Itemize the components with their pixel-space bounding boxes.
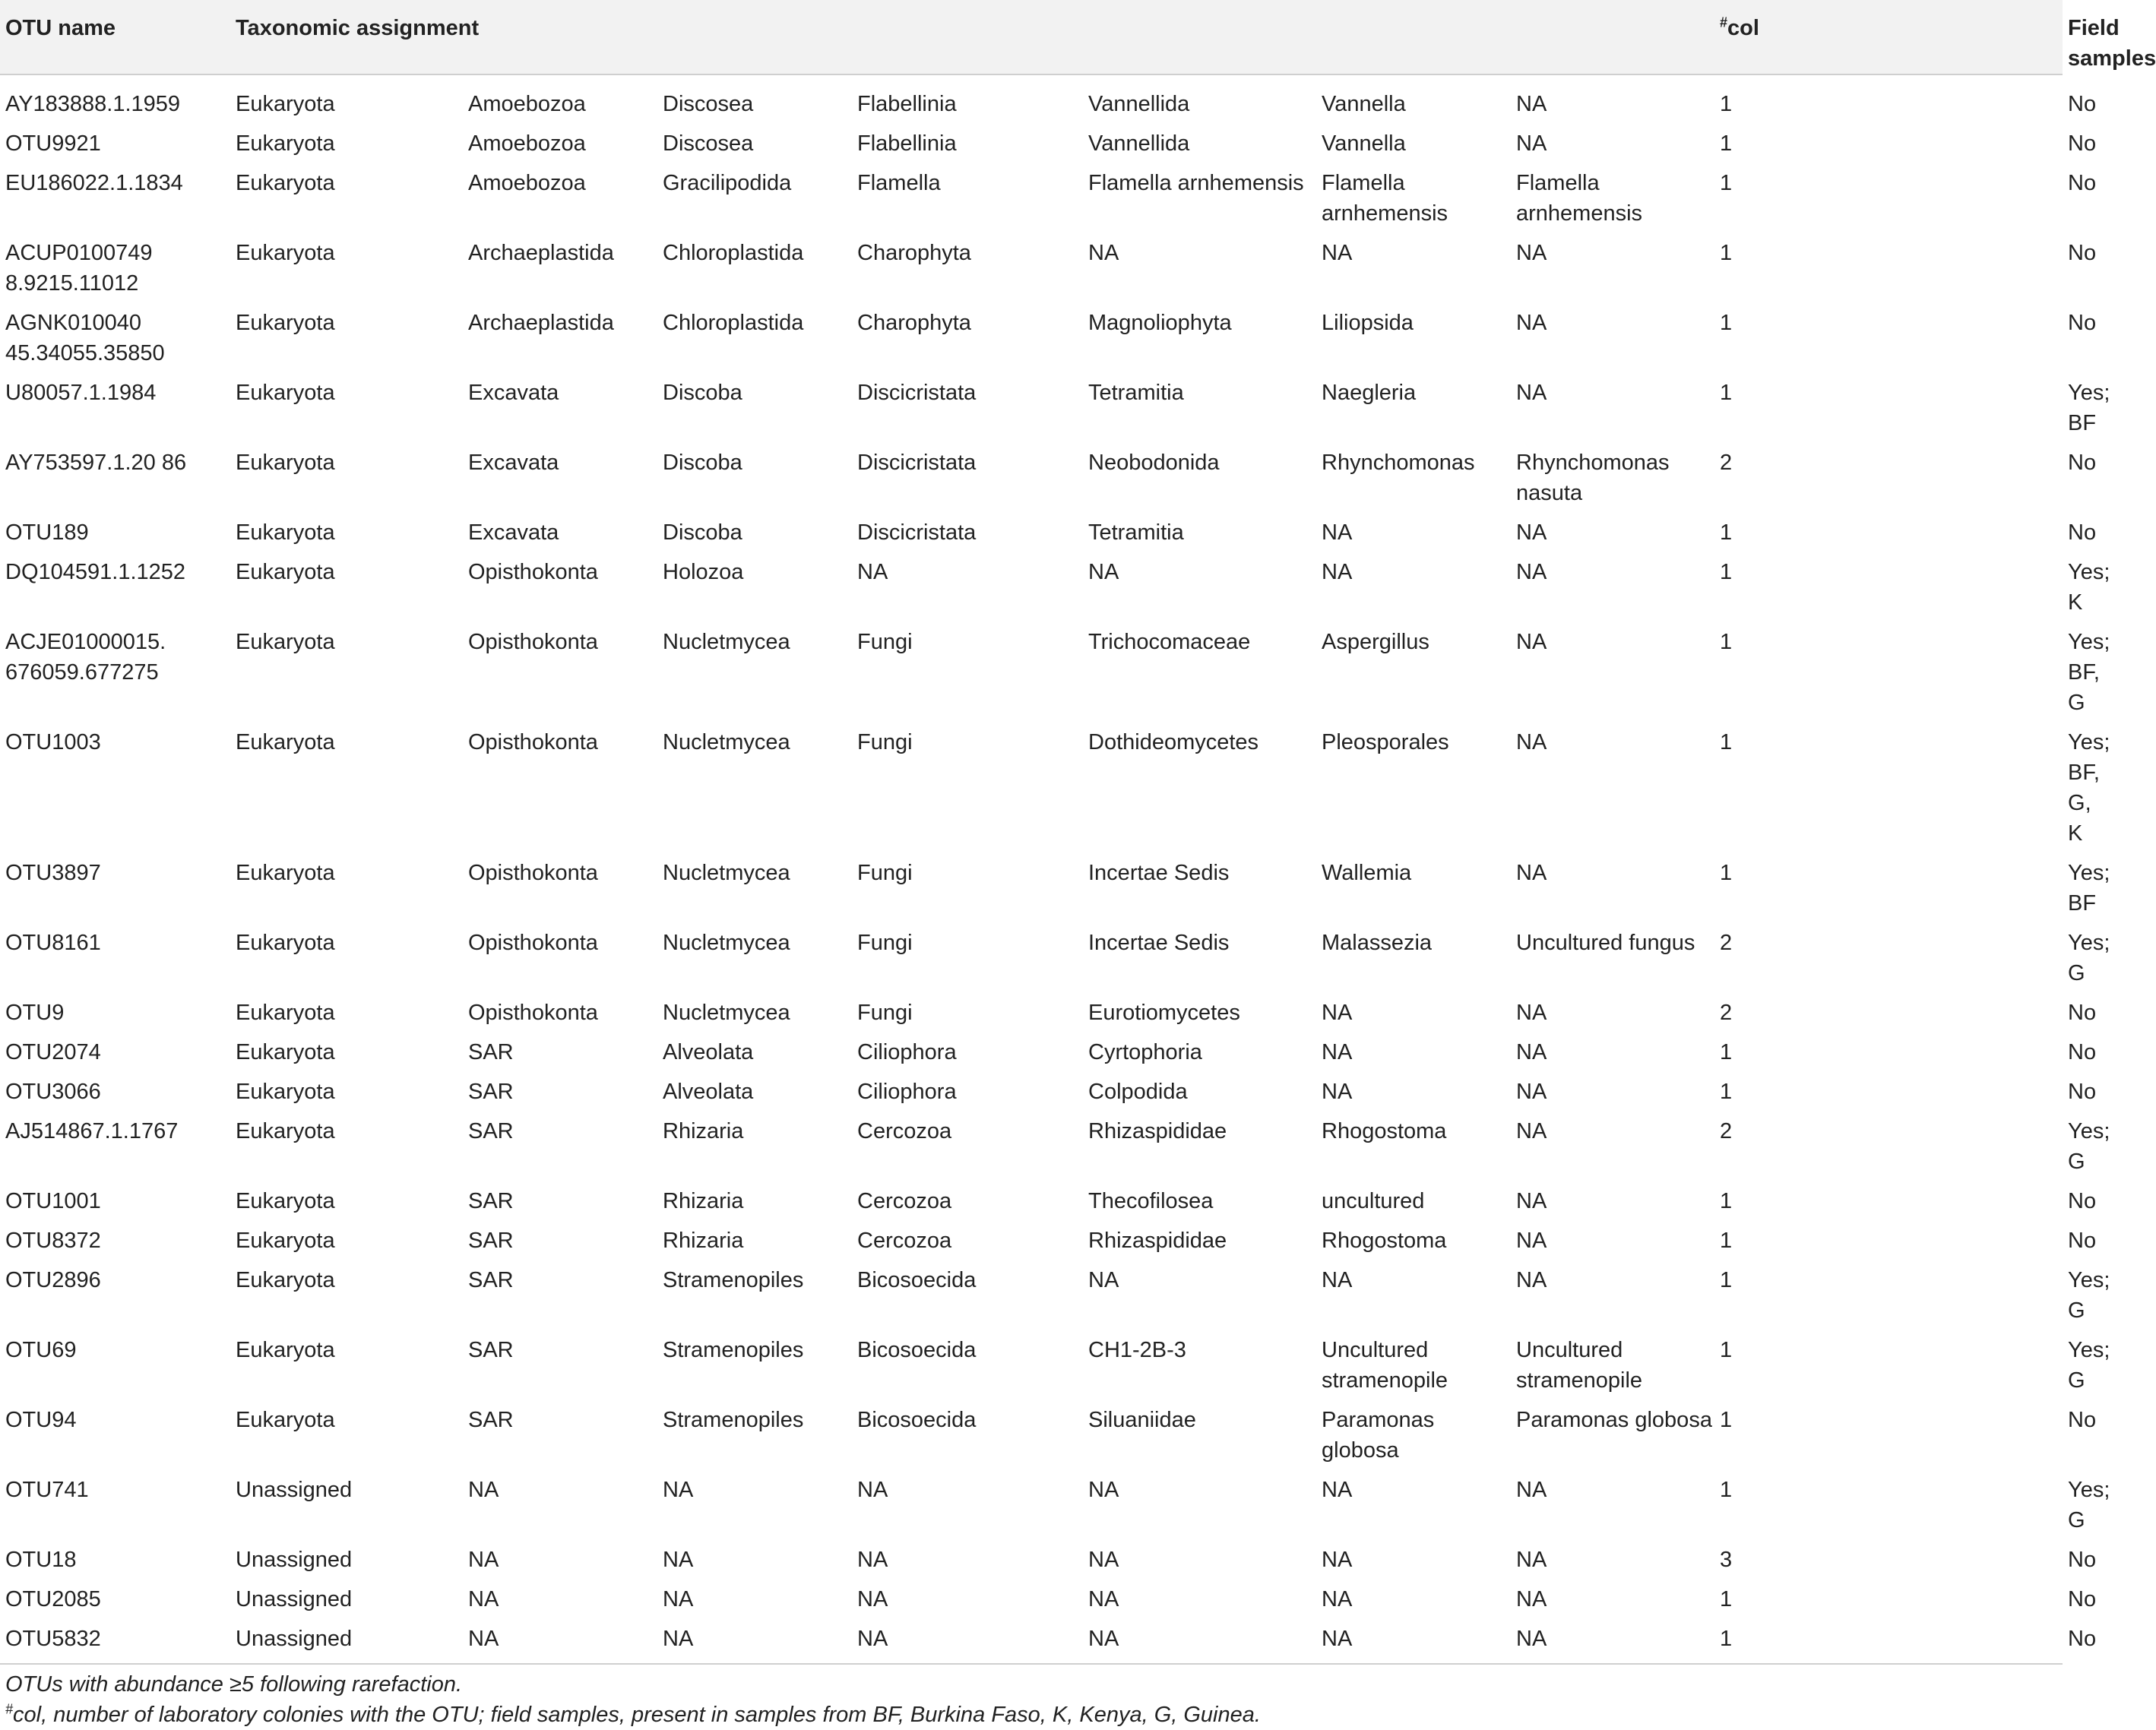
taxonomy-cell: Eukaryota xyxy=(236,931,335,955)
taxonomy-cell: Opisthokonta xyxy=(468,730,598,754)
taxonomy-cell: NA xyxy=(1322,1001,1353,1025)
header-col-sup: # xyxy=(1720,14,1728,30)
taxonomy-cell: Opisthokonta xyxy=(468,560,598,584)
taxonomy-cell: Uncultured stramenopile xyxy=(1322,1338,1448,1393)
taxonomy-cell: NA xyxy=(1516,1229,1547,1253)
taxonomy-cell: Malassezia xyxy=(1322,931,1433,955)
taxonomy-cell: Liliopsida xyxy=(1322,311,1414,335)
taxonomy-cell: NA xyxy=(1088,560,1119,584)
taxonomy-cell: Trichocomaceae xyxy=(1088,630,1251,654)
taxonomy-cell: Unassigned xyxy=(236,1587,353,1611)
header-otu-name: OTU name xyxy=(0,0,230,74)
otu-name-cell: ACUP0100749 8.9215.11012 xyxy=(5,241,153,296)
table-row: AY753597.1.20 86 Eukaryota Excavata Discoba Discicristata Neobodonida Rhynchomonas Rhynchomonas nasuta 2 No xyxy=(0,443,2063,513)
taxonomy-cell: SAR xyxy=(468,1080,514,1104)
col-count-cell: 1 xyxy=(1720,1040,1733,1064)
taxonomy-cell: NA xyxy=(1516,520,1547,545)
taxonomy-cell: Pleosporales xyxy=(1322,730,1449,754)
taxonomy-cell: Eukaryota xyxy=(236,1119,335,1143)
taxonomy-cell: Naegleria xyxy=(1322,381,1417,405)
taxonomy-cell: Flamella arnhemensis xyxy=(1088,171,1304,195)
taxonomy-cell: NA xyxy=(1088,1587,1119,1611)
taxonomy-cell: NA xyxy=(1516,92,1547,116)
taxonomy-cell: Flamella arnhemensis xyxy=(1516,171,1643,226)
otu-name-cell: OTU9 xyxy=(5,1001,65,1025)
taxonomy-cell: Rhogostoma xyxy=(1322,1119,1447,1143)
taxonomy-cell: Charophyta xyxy=(857,241,971,265)
taxonomy-cell: NA xyxy=(857,1587,888,1611)
taxonomy-cell: Discosea xyxy=(663,92,754,116)
footnotes xyxy=(5,1669,1261,1730)
taxonomy-cell: Amoebozoa xyxy=(468,131,586,156)
taxonomy-cell: Nucletmycea xyxy=(663,730,790,754)
table-row: OTU9 Eukaryota Opisthokonta Nucletmycea Fungi Eurotiomycetes NA NA 2 No xyxy=(0,993,2063,1033)
taxonomy-cell: NA xyxy=(1516,1478,1547,1502)
col-count-cell: 1 xyxy=(1720,730,1733,754)
taxonomy-cell: NA xyxy=(1516,1119,1547,1143)
header-col xyxy=(1714,0,2063,74)
taxonomy-cell: SAR xyxy=(468,1268,514,1292)
taxonomy-cell: Magnoliophyta xyxy=(1088,311,1232,335)
footnote-col xyxy=(5,1700,1261,1730)
taxonomy-cell: Rhogostoma xyxy=(1322,1229,1447,1253)
col-count-cell: 2 xyxy=(1720,931,1733,955)
taxonomy-cell: Vannellida xyxy=(1088,92,1190,116)
taxonomy-cell: Bicosoecida xyxy=(857,1338,977,1362)
col-count-cell: 1 xyxy=(1720,311,1733,335)
taxonomy-cell: NA xyxy=(1088,1548,1119,1572)
table-row: OTU18 Unassigned NA NA NA NA NA NA 3 No xyxy=(0,1540,2063,1580)
taxonomy-cell: Holozoa xyxy=(663,560,744,584)
taxonomy-cell: Opisthokonta xyxy=(468,1001,598,1025)
taxonomy-cell: SAR xyxy=(468,1338,514,1362)
table-row: EU186022.1.1834 Eukaryota Amoebozoa Gracilipodida Flamella Flamella arnhemensis Flamella arnhemensis Flamella arnhemensis 1 No xyxy=(0,163,2063,233)
col-count-cell: 1 xyxy=(1720,520,1733,545)
header-taxonomic-assignment: Taxonomic assignment xyxy=(230,0,1714,74)
taxonomy-cell: Chloroplastida xyxy=(663,311,804,335)
taxonomy-cell: Amoebozoa xyxy=(468,92,586,116)
taxonomy-cell: Paramonas globosa xyxy=(1322,1408,1435,1463)
taxonomy-cell: Discicristata xyxy=(857,381,977,405)
taxonomy-cell: NA xyxy=(1322,560,1353,584)
taxonomy-cell: Fungi xyxy=(857,1001,913,1025)
otu-name-cell: ACJE01000015. 676059.677275 xyxy=(5,630,166,685)
taxonomy-cell: Eukaryota xyxy=(236,241,335,265)
table-row: ACJE01000015. 676059.677275 Eukaryota Opisthokonta Nucletmycea Fungi Trichocomaceae Aspergillus NA 1 Yes; BF, G xyxy=(0,622,2063,723)
taxonomy-cell: Excavata xyxy=(468,381,559,405)
taxonomy-cell: Flamella arnhemensis xyxy=(1322,171,1448,226)
taxonomy-cell: Eukaryota xyxy=(236,630,335,654)
col-count-cell: 2 xyxy=(1720,451,1733,475)
otu-name-cell: OTU69 xyxy=(5,1338,77,1362)
table-row: OTU2896 Eukaryota SAR Stramenopiles Bicosoecida NA NA NA 1 Yes; G xyxy=(0,1260,2063,1330)
col-count-cell: 1 xyxy=(1720,1080,1733,1104)
taxonomy-cell: Flabellinia xyxy=(857,92,957,116)
col-count-cell: 1 xyxy=(1720,1268,1733,1292)
table-row: OTU3066 Eukaryota SAR Alveolata Ciliophora Colpodida NA NA 1 No xyxy=(0,1072,2063,1112)
taxonomy-cell: Ciliophora xyxy=(857,1040,957,1064)
taxonomy-cell: Discicristata xyxy=(857,520,977,545)
taxonomy-cell: NA xyxy=(1088,1478,1119,1502)
taxonomy-cell: Excavata xyxy=(468,451,559,475)
col-count-cell: 1 xyxy=(1720,381,1733,405)
taxonomy-cell: Cercozoa xyxy=(857,1119,952,1143)
taxonomy-cell: Eukaryota xyxy=(236,1408,335,1432)
taxonomy-cell: Uncultured fungus xyxy=(1516,931,1695,955)
col-count-cell: 2 xyxy=(1720,1119,1733,1143)
taxonomy-cell: NA xyxy=(1322,1587,1353,1611)
taxonomy-cell: NA xyxy=(857,560,888,584)
taxonomy-cell: NA xyxy=(1516,861,1547,885)
col-count-cell: 1 xyxy=(1720,92,1733,116)
taxonomy-cell: Eukaryota xyxy=(236,1040,335,1064)
taxonomy-cell: Dothideomycetes xyxy=(1088,730,1259,754)
taxonomy-cell: Eukaryota xyxy=(236,1001,335,1025)
otu-name-cell: OTU18 xyxy=(5,1548,77,1572)
otu-name-cell: AY183888.1.1959 xyxy=(5,92,181,116)
col-count-cell: 1 xyxy=(1720,1478,1733,1502)
taxonomy-cell: Fungi xyxy=(857,730,913,754)
col-count-cell: 1 xyxy=(1720,131,1733,156)
table-row: OTU2085 Unassigned NA NA NA NA NA NA 1 No xyxy=(0,1580,2063,1619)
taxonomy-cell: NA xyxy=(1322,1040,1353,1064)
otu-name-cell: OTU1003 xyxy=(5,730,101,754)
taxonomy-cell: Incertae Sedis xyxy=(1088,931,1230,955)
taxonomy-cell: NA xyxy=(468,1478,499,1502)
taxonomy-cell: NA xyxy=(1088,241,1119,265)
table-row: OTU69 Eukaryota SAR Stramenopiles Bicosoecida CH1-2B-3 Uncultured stramenopile Uncultured stramenopile 1 Yes; G xyxy=(0,1330,2063,1400)
taxonomy-cell: NA xyxy=(663,1627,694,1651)
taxonomy-cell: NA xyxy=(663,1478,694,1502)
otu-name-cell: AJ514867.1.1767 xyxy=(5,1119,179,1143)
col-count-cell: 1 xyxy=(1720,1189,1733,1213)
taxonomy-cell: NA xyxy=(1516,1587,1547,1611)
taxonomy-cell: Eukaryota xyxy=(236,311,335,335)
taxonomy-cell: Stramenopiles xyxy=(663,1268,804,1292)
table-row: OTU3897 Eukaryota Opisthokonta Nucletmycea Fungi Incertae Sedis Wallemia NA 1 Yes; BF xyxy=(0,853,2063,923)
taxonomy-cell: uncultured xyxy=(1322,1189,1425,1213)
taxonomy-cell: NA xyxy=(1516,311,1547,335)
col-count-cell: 1 xyxy=(1720,1229,1733,1253)
taxonomy-cell: Rhizaspididae xyxy=(1088,1119,1227,1143)
taxonomy-cell: NA xyxy=(1516,1001,1547,1025)
taxonomy-cell: NA xyxy=(857,1548,888,1572)
taxonomy-cell: Gracilipodida xyxy=(663,171,792,195)
taxonomy-cell: NA xyxy=(1322,1548,1353,1572)
taxonomy-cell: Alveolata xyxy=(663,1040,754,1064)
taxonomy-cell: NA xyxy=(663,1548,694,1572)
taxonomy-cell: NA xyxy=(1322,241,1353,265)
taxonomy-cell: Eukaryota xyxy=(236,171,335,195)
taxonomy-cell: Opisthokonta xyxy=(468,630,598,654)
taxonomy-cell: Eukaryota xyxy=(236,730,335,754)
table-header: OTU name Taxonomic assignment #col Field samples xyxy=(0,0,2063,74)
taxonomy-cell: NA xyxy=(1516,1268,1547,1292)
taxonomy-cell: NA xyxy=(1322,520,1353,545)
otu-name-cell: OTU2085 xyxy=(5,1587,101,1611)
table-row: OTU9921 Eukaryota Amoebozoa Discosea Flabellinia Vannellida Vannella NA 1 No xyxy=(0,124,2063,163)
taxonomy-cell: Cercozoa xyxy=(857,1229,952,1253)
taxonomy-cell: Paramonas globosa xyxy=(1516,1408,1712,1432)
taxonomy-cell: Fungi xyxy=(857,630,913,654)
otu-name-cell: DQ104591.1.1252 xyxy=(5,560,186,584)
taxonomy-cell: Eukaryota xyxy=(236,92,335,116)
table-row: OTU8372 Eukaryota SAR Rhizaria Cercozoa Rhizaspididae Rhogostoma NA 1 No xyxy=(0,1221,2063,1260)
taxonomy-cell: NA xyxy=(1516,1080,1547,1104)
table-row: ACUP0100749 8.9215.11012 Eukaryota Archaeplastida Chloroplastida Charophyta NA NA NA 1 No xyxy=(0,233,2063,303)
taxonomy-cell: Flabellinia xyxy=(857,131,957,156)
table-row: OTU5832 Unassigned NA NA NA NA NA NA 1 No xyxy=(0,1619,2063,1662)
taxonomy-cell: Colpodida xyxy=(1088,1080,1188,1104)
taxonomy-cell: NA xyxy=(1516,1189,1547,1213)
header-col-label: col xyxy=(1727,16,1759,40)
taxonomy-cell: Eurotiomycetes xyxy=(1088,1001,1240,1025)
table-row: OTU741 Unassigned NA NA NA NA NA NA 1 Yes; G xyxy=(0,1470,2063,1540)
taxonomy-cell: Alveolata xyxy=(663,1080,754,1104)
otu-name-cell: OTU94 xyxy=(5,1408,77,1432)
taxonomy-cell: Stramenopiles xyxy=(663,1408,804,1432)
taxonomy-cell: Vannella xyxy=(1322,131,1406,156)
taxonomy-cell: NA xyxy=(1516,1040,1547,1064)
taxonomy-cell: NA xyxy=(1322,1080,1353,1104)
taxonomy-cell: NA xyxy=(468,1548,499,1572)
taxonomy-cell: Eukaryota xyxy=(236,1189,335,1213)
taxonomy-cell: NA xyxy=(1516,630,1547,654)
taxonomy-cell: Eukaryota xyxy=(236,861,335,885)
taxonomy-cell: Bicosoecida xyxy=(857,1408,977,1432)
otu-name-cell: OTU8372 xyxy=(5,1229,101,1253)
table-row: OTU94 Eukaryota SAR Stramenopiles Bicosoecida Siluaniidae Paramonas globosa Paramonas globosa 1 No xyxy=(0,1400,2063,1470)
col-count-cell: 1 xyxy=(1720,630,1733,654)
taxonomy-cell: NA xyxy=(1322,1268,1353,1292)
col-count-cell: 2 xyxy=(1720,1001,1733,1025)
taxonomy-cell: Eukaryota xyxy=(236,451,335,475)
taxonomy-cell: Fungi xyxy=(857,931,913,955)
taxonomy-cell: Rhizaria xyxy=(663,1189,744,1213)
taxonomy-cell: Nucletmycea xyxy=(663,931,790,955)
taxonomy-cell: Tetramitia xyxy=(1088,381,1184,405)
table-row: AY183888.1.1959 Eukaryota Amoebozoa Discosea Flabellinia Vannellida Vannella NA 1 No xyxy=(0,74,2063,124)
taxonomy-cell: Opisthokonta xyxy=(468,861,598,885)
taxonomy-cell: Discoba xyxy=(663,381,742,405)
otu-name-cell: OTU2896 xyxy=(5,1268,101,1292)
taxonomy-cell: SAR xyxy=(468,1119,514,1143)
taxonomy-cell: Rhizaria xyxy=(663,1229,744,1253)
taxonomy-cell: Rhizaria xyxy=(663,1119,744,1143)
taxonomy-cell: Nucletmycea xyxy=(663,861,790,885)
taxonomy-cell: NA xyxy=(1516,1627,1547,1651)
taxonomy-cell: Unassigned xyxy=(236,1548,353,1572)
taxonomy-cell: Archaeplastida xyxy=(468,241,614,265)
taxonomy-cell: Nucletmycea xyxy=(663,630,790,654)
otu-name-cell: OTU189 xyxy=(5,520,89,545)
taxonomy-cell: Aspergillus xyxy=(1322,630,1429,654)
taxonomy-cell: Chloroplastida xyxy=(663,241,804,265)
taxonomy-cell: Neobodonida xyxy=(1088,451,1220,475)
col-count-cell: 1 xyxy=(1720,1338,1733,1362)
taxonomy-cell: Rhizaspididae xyxy=(1088,1229,1227,1253)
taxonomy-cell: Incertae Sedis xyxy=(1088,861,1230,885)
taxonomy-cell: Rhynchomonas nasuta xyxy=(1516,451,1670,505)
table-body xyxy=(0,74,2110,1662)
taxonomy-cell: NA xyxy=(468,1627,499,1651)
table-row: OTU8161 Eukaryota Opisthokonta Nucletmycea Fungi Incertae Sedis Malassezia Uncultured fungus 2 Yes; G xyxy=(0,923,2063,993)
taxonomy-cell: Discoba xyxy=(663,520,742,545)
col-count-cell: 1 xyxy=(1720,171,1733,195)
taxonomy-cell: Siluaniidae xyxy=(1088,1408,1196,1432)
otu-name-cell: OTU9921 xyxy=(5,131,101,156)
taxonomy-cell: Vannella xyxy=(1322,92,1406,116)
col-count-cell: 1 xyxy=(1720,1408,1733,1432)
table-row: OTU189 Eukaryota Excavata Discoba Discicristata Tetramitia NA NA 1 No xyxy=(0,513,2063,552)
taxonomy-cell: NA xyxy=(1322,1478,1353,1502)
col-count-cell: 1 xyxy=(1720,1587,1733,1611)
taxonomy-cell: Eukaryota xyxy=(236,1268,335,1292)
col-count-cell: 1 xyxy=(1720,861,1733,885)
taxonomy-cell: Discoba xyxy=(663,451,742,475)
taxonomy-cell: Cercozoa xyxy=(857,1189,952,1213)
taxonomy-cell: Eukaryota xyxy=(236,1080,335,1104)
table-row: AGNK010040 45.34055.35850 Eukaryota Archaeplastida Chloroplastida Charophyta Magnoliophyta Liliopsida NA 1 No xyxy=(0,303,2063,373)
taxonomy-cell: Eukaryota xyxy=(236,381,335,405)
taxonomy-cell: Opisthokonta xyxy=(468,931,598,955)
otu-name-cell: OTU3897 xyxy=(5,861,101,885)
taxonomy-cell: NA xyxy=(1088,1268,1119,1292)
taxonomy-cell: SAR xyxy=(468,1189,514,1213)
col-count-cell: 1 xyxy=(1720,560,1733,584)
table-row: OTU1001 Eukaryota SAR Rhizaria Cercozoa Thecofilosea uncultured NA 1 No xyxy=(0,1181,2063,1221)
otu-name-cell: OTU2074 xyxy=(5,1040,101,1064)
taxonomy-cell: SAR xyxy=(468,1040,514,1064)
taxonomy-cell: Eukaryota xyxy=(236,560,335,584)
taxonomy-cell: Tetramitia xyxy=(1088,520,1184,545)
taxonomy-cell: Thecofilosea xyxy=(1088,1189,1214,1213)
taxonomy-cell: Unassigned xyxy=(236,1627,353,1651)
taxonomy-cell: NA xyxy=(1516,730,1547,754)
taxonomy-cell: Nucletmycea xyxy=(663,1001,790,1025)
table-row: OTU2074 Eukaryota SAR Alveolata Ciliophora Cyrtophoria NA NA 1 No xyxy=(0,1033,2063,1072)
taxonomy-cell: Wallemia xyxy=(1322,861,1412,885)
table-row: OTU1003 Eukaryota Opisthokonta Nucletmycea Fungi Dothideomycetes Pleosporales NA 1 Yes; BF, G, K xyxy=(0,723,2063,853)
taxonomy-cell: Stramenopiles xyxy=(663,1338,804,1362)
taxonomy-cell: Eukaryota xyxy=(236,131,335,156)
col-count-cell: 1 xyxy=(1720,241,1733,265)
taxonomy-cell: NA xyxy=(468,1587,499,1611)
taxonomy-cell: NA xyxy=(1516,560,1547,584)
taxonomy-cell: Eukaryota xyxy=(236,1229,335,1253)
footnote-col-text: col, number of laboratory colonies with the OTU; field samples, present in samples from BF, Burkina Faso, K, Kenya, G, Guinea. xyxy=(13,1703,1261,1727)
col-count-cell: 1 xyxy=(1720,1627,1733,1651)
taxonomy-cell: Eukaryota xyxy=(236,520,335,545)
table-row: DQ104591.1.1252 Eukaryota Opisthokonta Holozoa NA NA NA NA 1 Yes; K xyxy=(0,552,2063,622)
otu-name-cell: U80057.1.1984 xyxy=(5,381,157,405)
taxonomy-cell: NA xyxy=(1516,381,1547,405)
taxonomy-cell: CH1-2B-3 xyxy=(1088,1338,1186,1362)
taxonomy-cell: Rhynchomonas xyxy=(1322,451,1475,475)
taxonomy-cell: Cyrtophoria xyxy=(1088,1040,1202,1064)
otu-name-cell: AY753597.1.20 86 xyxy=(5,451,187,475)
taxonomy-cell: NA xyxy=(857,1478,888,1502)
otu-name-cell: AGNK010040 45.34055.35850 xyxy=(5,311,165,365)
taxonomy-cell: NA xyxy=(1516,1548,1547,1572)
taxonomy-cell: NA xyxy=(1322,1627,1353,1651)
otu-name-cell: OTU3066 xyxy=(5,1080,101,1104)
taxonomy-cell: Uncultured stramenopile xyxy=(1516,1338,1643,1393)
taxonomy-cell: NA xyxy=(663,1587,694,1611)
otu-name-cell: OTU741 xyxy=(5,1478,89,1502)
col-count-cell: 3 xyxy=(1720,1548,1733,1572)
taxonomy-cell: Unassigned xyxy=(236,1478,353,1502)
table-row: AJ514867.1.1767 Eukaryota SAR Rhizaria Cercozoa Rhizaspididae Rhogostoma NA 2 Yes; G xyxy=(0,1112,2063,1181)
otu-name-cell: OTU1001 xyxy=(5,1189,101,1213)
taxonomy-cell: Ciliophora xyxy=(857,1080,957,1104)
otu-name-cell: OTU5832 xyxy=(5,1627,101,1651)
taxonomy-cell: NA xyxy=(857,1627,888,1651)
otu-name-cell: EU186022.1.1834 xyxy=(5,171,183,195)
taxonomy-cell: Excavata xyxy=(468,520,559,545)
taxonomy-cell: Eukaryota xyxy=(236,1338,335,1362)
taxonomy-cell: Amoebozoa xyxy=(468,171,586,195)
taxonomy-cell: NA xyxy=(1516,131,1547,156)
taxonomy-cell: Flamella xyxy=(857,171,941,195)
taxonomy-cell: Discicristata xyxy=(857,451,977,475)
table-bottom-rule xyxy=(0,1663,2063,1665)
table-row: U80057.1.1984 Eukaryota Excavata Discoba Discicristata Tetramitia Naegleria NA 1 Yes; BF xyxy=(0,373,2063,443)
taxonomy-cell: Discosea xyxy=(663,131,754,156)
otu-name-cell: OTU8161 xyxy=(5,931,101,955)
taxonomy-cell: SAR xyxy=(468,1408,514,1432)
taxonomy-cell: SAR xyxy=(468,1229,514,1253)
footnote-col-sup: # xyxy=(5,1701,14,1717)
footnote-abundance: OTUs with abundance ≥5 following rarefaction. xyxy=(5,1672,463,1697)
taxonomy-cell: Archaeplastida xyxy=(468,311,614,335)
taxonomy-cell: Charophyta xyxy=(857,311,971,335)
taxonomy-cell: Fungi xyxy=(857,861,913,885)
taxonomy-cell: NA xyxy=(1516,241,1547,265)
taxonomy-cell: NA xyxy=(1088,1627,1119,1651)
taxonomy-cell: Bicosoecida xyxy=(857,1268,977,1292)
taxonomy-cell: Vannellida xyxy=(1088,131,1190,156)
